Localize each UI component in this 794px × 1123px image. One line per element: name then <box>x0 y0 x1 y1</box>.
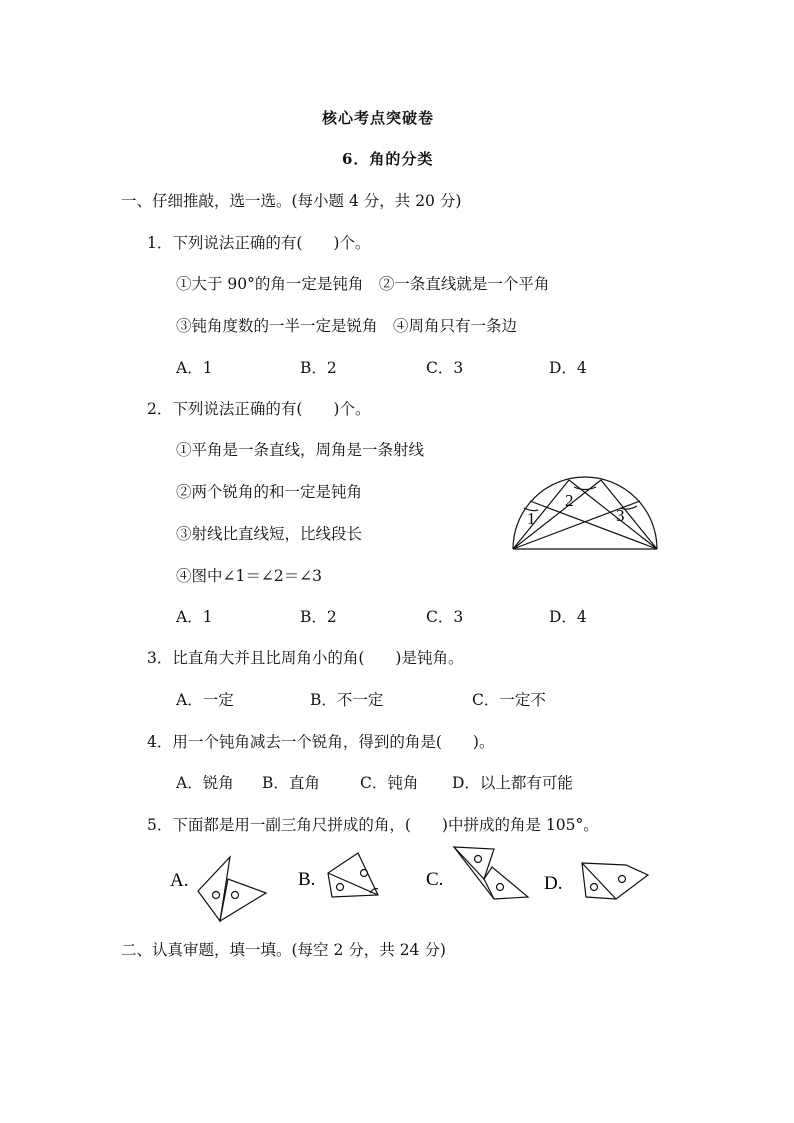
angle-2-arc <box>574 487 596 490</box>
section-1-heading: 一、仔细推敲，选一选。(每小题 4 分，共 20 分) <box>121 192 462 210</box>
question-2-stem: 2．下列说法正确的有( )个。 <box>147 400 371 418</box>
set-square-figure-c[interactable] <box>424 843 534 913</box>
figure-a-triangle-2 <box>220 879 266 921</box>
figure-a-triangle-1 <box>198 857 230 921</box>
question-1-option-a[interactable]: A．1 <box>176 359 213 377</box>
page-title: 核心考点突破卷 <box>322 109 435 127</box>
question-1-option-c[interactable]: C．3 <box>426 359 464 377</box>
question-1-statement-line-2: ③钝角度数的一半一定是锐角 ④周角只有一条边 <box>176 317 518 335</box>
figure-a-hole-1 <box>213 892 220 899</box>
question-1-option-d[interactable]: D．4 <box>549 359 587 377</box>
question-3-option-b[interactable]: B．不一定 <box>310 691 384 709</box>
figure-a-hole-2 <box>232 892 239 899</box>
question-2-statement-line-2: ②两个锐角的和一定是钝角 <box>176 483 363 501</box>
question-2-option-a[interactable]: A．1 <box>176 608 213 626</box>
figure-c-hole-1 <box>475 856 482 863</box>
question-3-option-c[interactable]: C．一定不 <box>472 691 546 709</box>
figure-b-triangle-1 <box>328 853 378 897</box>
figure-label-angle-1: 1 <box>527 509 536 528</box>
figure-b-hole-1 <box>337 884 344 891</box>
figure-a-label: A. <box>170 870 189 891</box>
question-2-option-b[interactable]: B．2 <box>300 608 337 626</box>
figure-d-quad <box>582 863 648 899</box>
question-4-option-c[interactable]: C．钝角 <box>360 774 419 792</box>
question-2-statement-line-4: ④图中∠1＝∠2＝∠3 <box>176 567 323 585</box>
question-2-statement-line-3: ③射线比直线短，比线段长 <box>176 525 363 543</box>
figure-c-hole-2 <box>497 884 504 891</box>
page-subtitle: 6．角的分类 <box>342 150 434 168</box>
question-1-stem: 1．下列说法正确的有( )个。 <box>147 234 371 252</box>
question-4-option-b[interactable]: B．直角 <box>262 774 320 792</box>
figure-b-label: B. <box>298 869 316 890</box>
question-2-option-c[interactable]: C．3 <box>426 608 464 626</box>
question-4-stem: 4．用一个钝角减去一个锐角，得到的角是( )。 <box>147 733 495 751</box>
set-square-figure-a[interactable] <box>168 853 278 933</box>
figure-label-angle-2: 2 <box>565 491 574 510</box>
question-3-option-a[interactable]: A．一定 <box>176 691 234 709</box>
question-5-stem: 5．下面都是用一副三角尺拼成的角，( )中拼成的角是 105°。 <box>147 816 599 834</box>
question-2-statement-line-1: ①平角是一条直线，周角是一条射线 <box>176 441 425 459</box>
figure-d-label: D. <box>544 873 563 894</box>
chord-right-to-top-left <box>569 480 657 549</box>
figure-c-triangle-1 <box>454 847 494 879</box>
set-square-figure-d[interactable] <box>542 855 662 915</box>
figure-d-hole-2 <box>619 876 626 883</box>
set-square-figure-b[interactable] <box>296 845 396 925</box>
semicircle-angle-figure <box>510 476 660 551</box>
figure-d-hole-1 <box>591 884 598 891</box>
figure-c-label: C. <box>426 869 444 890</box>
question-4-option-d[interactable]: D．以上都有可能 <box>452 774 573 792</box>
question-4-option-a[interactable]: A．锐角 <box>176 774 234 792</box>
question-1-option-b[interactable]: B．2 <box>300 359 337 377</box>
question-1-statement-line-1: ①大于 90°的角一定是钝角 ②一条直线就是一个平角 <box>176 275 550 293</box>
question-2-option-d[interactable]: D．4 <box>549 608 587 626</box>
figure-label-angle-3: 3 <box>616 506 625 525</box>
question-3-stem: 3．比直角大并且比周角小的角( )是钝角。 <box>147 649 464 667</box>
figure-b-hole-2 <box>361 870 368 877</box>
figure-d-divider <box>582 863 616 899</box>
section-2-heading: 二、认真审题，填一填。(每空 2 分，共 24 分) <box>121 941 446 959</box>
